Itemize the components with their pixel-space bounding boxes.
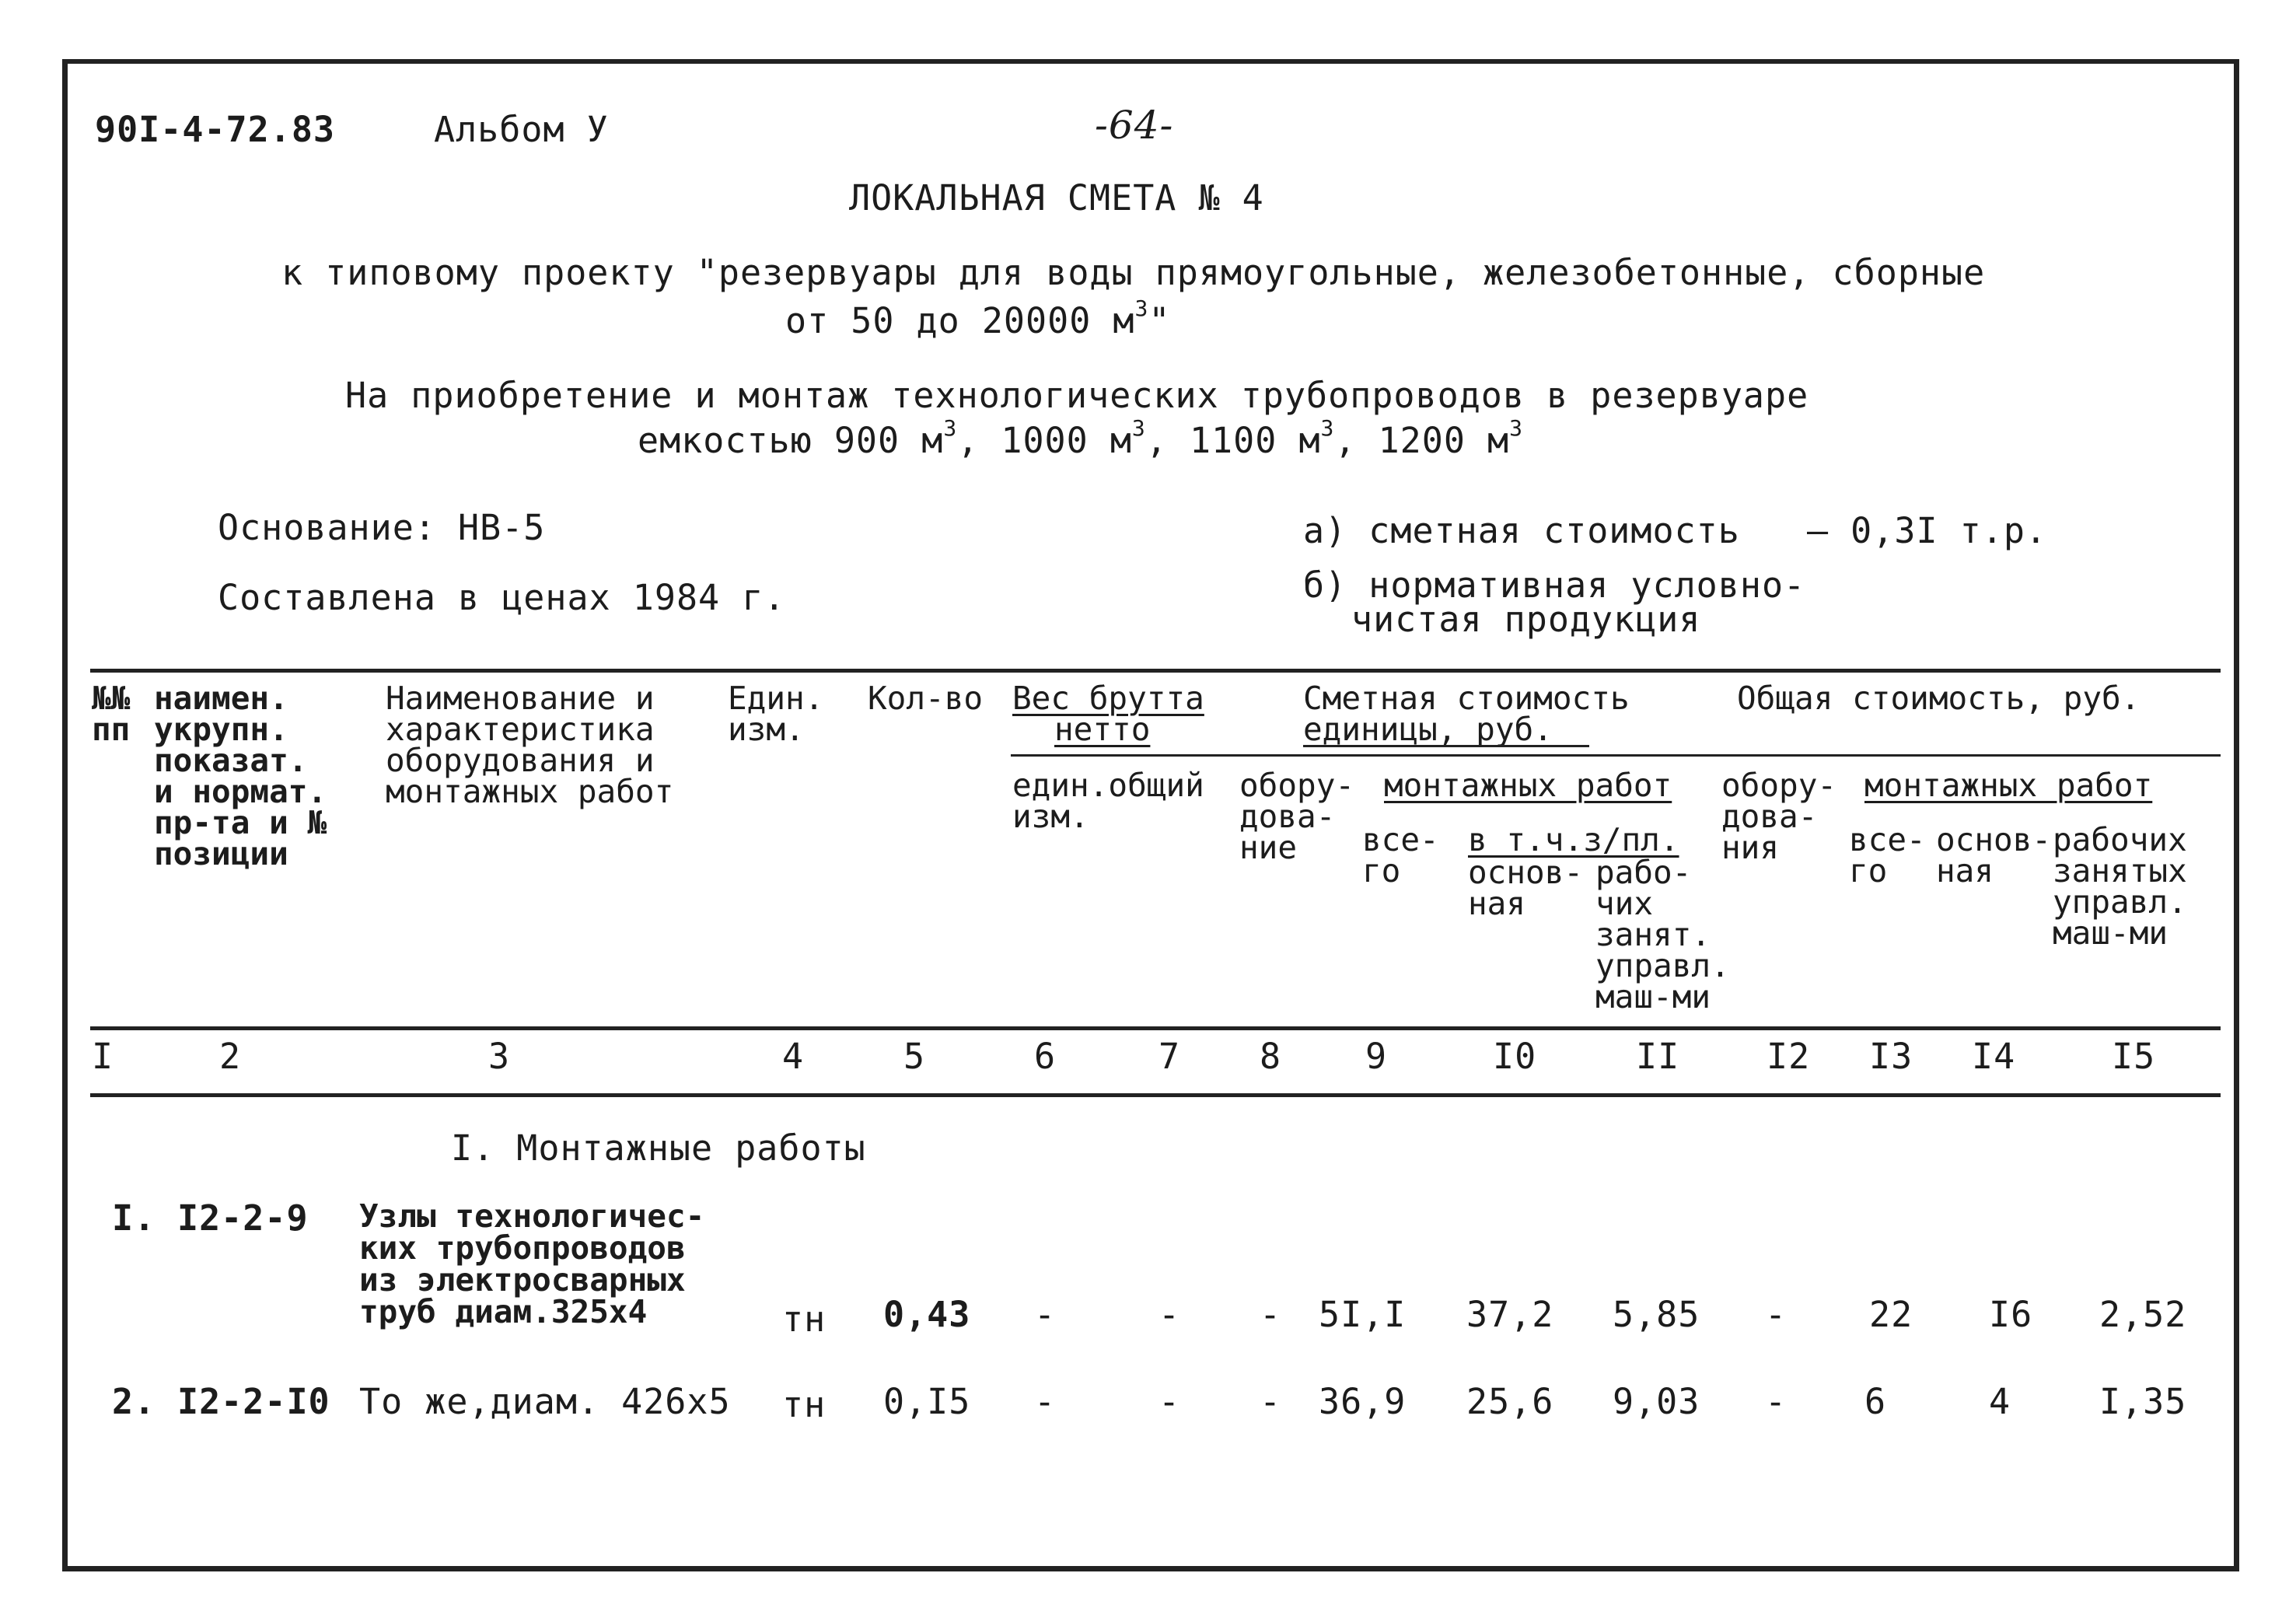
purpose-line-2: емкостью 900 $м^3$, 1000 $м^3$, 1100 $м^3$, 1200 $м^3$ — [638, 415, 1523, 461]
col-num-8: 8 — [1260, 1036, 1282, 1077]
col-num-5: 5 — [903, 1036, 926, 1077]
header-equipment-2: обору- дова- ния — [1721, 767, 1837, 866]
header-mounting-2: монтажных работ — [1864, 767, 2153, 804]
header-all-2: все- го — [1849, 821, 1926, 890]
row1-unit: тн — [782, 1299, 826, 1340]
col-num-11: II — [1636, 1036, 1680, 1077]
row2-c12: - — [1765, 1381, 1788, 1422]
subtitle-line-2: от 50 до 20000 $м^3$" — [785, 295, 1171, 341]
row2-qty: 0,I5 — [883, 1381, 971, 1422]
row2-unit: тн — [782, 1384, 826, 1425]
row2-c7: - — [1158, 1381, 1181, 1422]
section-title: I. Монтажные работы — [451, 1127, 866, 1169]
cost-b-label-1: б) нормативная условно- — [1303, 565, 1806, 606]
row1-num: I. — [112, 1197, 156, 1239]
row1-c7: - — [1158, 1294, 1181, 1335]
row2-c11: 9,03 — [1613, 1381, 1700, 1422]
col-num-13: I3 — [1869, 1036, 1913, 1077]
document-code: 90I-4-72.83 — [95, 109, 336, 150]
header-all-1: все- го — [1362, 821, 1439, 890]
row2-c9: 36,9 — [1319, 1381, 1407, 1422]
row1-c11: 5,85 — [1613, 1294, 1700, 1335]
col-num-12: I2 — [1767, 1036, 1811, 1077]
col-num-2: 2 — [219, 1036, 242, 1077]
row1-c10: 37,2 — [1466, 1294, 1554, 1335]
row1-c14: I6 — [1989, 1294, 2033, 1335]
row1-c9: 5I,I — [1319, 1294, 1407, 1335]
header-basic-1: основ- ная — [1468, 854, 1584, 922]
row1-c13: 22 — [1869, 1294, 1913, 1335]
row2-code: I2-2-I0 — [177, 1381, 330, 1422]
header-mounting-1: монтажных работ — [1384, 767, 1672, 804]
row1-c15: 2,52 — [2099, 1294, 2187, 1335]
header-bottom-rule — [90, 1026, 2221, 1030]
row2-num: 2. — [112, 1381, 156, 1422]
header-subrule — [1011, 754, 2221, 757]
basis-label: Основание: НВ-5 — [218, 507, 546, 548]
header-unit-cost: Сметная стоимость единицы, руб. — [1303, 680, 1630, 748]
row1-c6: - — [1034, 1294, 1057, 1335]
cost-a-label: а) сметная стоимость — [1303, 510, 1740, 551]
row1-c12: - — [1765, 1294, 1788, 1335]
header-num: №№ пп — [92, 680, 131, 748]
header-workers-2: рабочих занятых управл. маш-ми — [2053, 821, 2187, 952]
header-weight-cols: един.общий изм. — [1012, 767, 1204, 835]
album-label: Альбом У — [434, 109, 609, 150]
col-num-6: 6 — [1034, 1036, 1057, 1077]
page-number: -64- — [1095, 103, 1174, 148]
header-equipment-1: обору- дова- ние — [1239, 767, 1355, 866]
unit-cost-underline — [1303, 745, 1589, 747]
purpose-line-1: На приобретение и монтаж технологических трубопроводов в резервуаре — [345, 375, 1809, 416]
row2-name: То же,диам. 426х5 — [359, 1381, 731, 1422]
row2-c8: - — [1260, 1381, 1282, 1422]
row2-c13: 6 — [1864, 1381, 1887, 1422]
header-weight-net: нетто — [1054, 711, 1151, 748]
numbers-bottom-rule — [90, 1093, 2221, 1097]
subtitle-line-1: к типовому проекту "резервуары для воды прямоугольные, железобетонные, сборные — [281, 252, 1986, 293]
header-qty: Кол-во — [868, 680, 984, 717]
header-unit: Един. изм. — [728, 680, 824, 748]
header-norm-code: наимен. укрупн. показат. и нормат. пр-та и № позиции — [154, 680, 327, 872]
header-basic-2: основ- ная — [1936, 821, 2052, 890]
row2-c6: - — [1034, 1381, 1057, 1422]
row1-code: I2-2-9 — [177, 1197, 309, 1239]
row1-c8: - — [1260, 1294, 1282, 1335]
col-num-15: I5 — [2112, 1036, 2156, 1077]
col-num-4: 4 — [782, 1036, 805, 1077]
col-num-10: I0 — [1493, 1036, 1537, 1077]
table-top-rule — [90, 669, 2221, 673]
cost-b-label-2: чистая продукция — [1351, 599, 1701, 640]
header-workers-1: рабо- чих занят. управл. маш-ми — [1595, 854, 1730, 1015]
col-num-9: 9 — [1365, 1036, 1388, 1077]
row1-qty: 0,43 — [883, 1294, 971, 1335]
header-weight-gross: Вес брутта — [1012, 680, 1204, 717]
row2-c10: 25,6 — [1466, 1381, 1554, 1422]
header-incl-wages: в т.ч.з/пл. — [1468, 821, 1679, 858]
row1-name: Узлы технологичес- ких трубопроводов из электросварных труб диам.325х4 — [359, 1197, 705, 1330]
document-title: ЛОКАЛЬНАЯ СМЕТА № 4 — [849, 177, 1264, 218]
row2-c14: 4 — [1989, 1381, 2011, 1422]
row2-c15: I,35 — [2099, 1381, 2187, 1422]
header-total-cost: Общая стоимость, руб. — [1737, 680, 2140, 717]
col-num-7: 7 — [1158, 1036, 1181, 1077]
header-name: Наименование и характеристика оборудования и монтажных работ — [386, 680, 674, 810]
cost-a-value: – 0,3I т.р. — [1807, 510, 2048, 551]
col-num-3: 3 — [488, 1036, 511, 1077]
prices-label: Составлена в ценах 1984 г. — [218, 577, 786, 618]
col-num-1: I — [92, 1036, 114, 1077]
col-num-14: I4 — [1972, 1036, 2016, 1077]
